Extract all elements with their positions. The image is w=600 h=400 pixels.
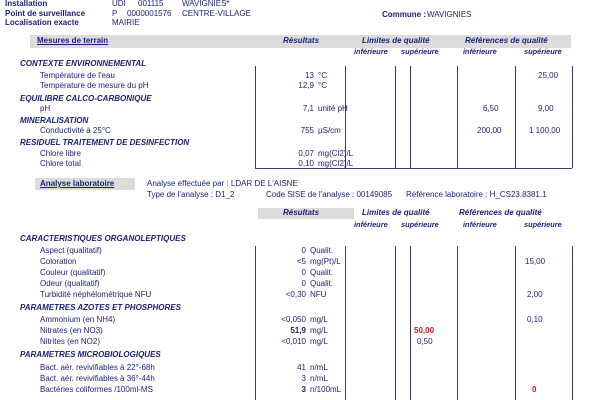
terrain-col-inf: inférieure <box>354 47 388 56</box>
row-label: Bact. aér. revivifiables à 22°-68h <box>40 363 155 372</box>
labo-type: Type de l'analyse : D1_2 <box>147 190 235 199</box>
row-value: 0,10 <box>298 159 314 168</box>
section-heading: PARAMETRES MICROBIOLOGIQUES <box>20 350 161 359</box>
labo-grid-line <box>572 246 573 400</box>
section-heading: CARACTERISTIQUES ORGANOLEPTIQUES <box>20 234 186 243</box>
labo-col-sup: supérieure <box>401 220 439 229</box>
row-label: Chlore total <box>40 159 81 168</box>
row-value: 41 <box>297 363 306 372</box>
labo-col-limits: Limites de qualité <box>362 208 430 217</box>
row-label: Bactéries coliformes /100ml-MS <box>40 385 153 394</box>
row-ref-sup: 25,00 <box>538 71 559 80</box>
row-unit: unité pH <box>318 104 348 113</box>
row-value: 3 <box>301 374 306 383</box>
row-label: Bact. aér. revivifiables à 36°-44h <box>40 374 155 383</box>
row-value: 0 <box>301 246 306 255</box>
row-label: Turbidité néphélométrique NFU <box>40 290 152 299</box>
row-unit: mg(Cl2)/L <box>318 149 354 158</box>
row-value: <5 <box>296 257 306 266</box>
terrain-bottom-line <box>255 168 572 169</box>
terrain-grid-line <box>572 66 573 168</box>
terrain-col-sup: supérieure <box>401 47 439 56</box>
row-value: 51,9 <box>290 326 306 335</box>
row-ref-sup: 15,00 <box>525 257 546 266</box>
section-heading: CONTEXTE ENVIRONNEMENTAL <box>20 59 147 68</box>
terrain-col-ref-sup: supérieure <box>524 47 562 56</box>
row-label: Conductivité à 25°C <box>40 126 111 135</box>
row-unit: n/100mL <box>310 385 342 394</box>
loc-value: MAIRIE <box>112 18 140 27</box>
row-value: 13 <box>305 71 314 80</box>
labo-grid-line <box>457 246 458 400</box>
row-ref-sup: 0 <box>532 385 537 394</box>
udi-number: 001115 <box>138 0 164 8</box>
row-unit: µS/cm <box>318 126 341 135</box>
labo-grid-line <box>410 246 411 400</box>
row-label: Coloration <box>40 257 77 266</box>
terrain-grid-line <box>515 66 516 168</box>
row-value: 3 <box>301 385 306 394</box>
row-value: 7,1 <box>302 104 314 113</box>
labo-col-inf: inférieure <box>354 220 388 229</box>
row-unit: mg(Pt)/L <box>310 257 341 266</box>
section-heading: EQUILIBRE CALCO-CARBONIQUE <box>20 94 152 103</box>
labo-col-refs: Références de qualité <box>459 208 542 217</box>
row-unit: Qualit. <box>310 279 334 288</box>
point-name: CENTRE-VILLAGE <box>182 9 251 18</box>
row-value: <0,30 <box>285 290 306 299</box>
udi-code: UDI <box>112 0 126 8</box>
terrain-col-limits: Limites de qualité <box>362 36 430 45</box>
row-lim-sup: 50,00 <box>414 326 435 335</box>
row-unit: mg/L <box>310 326 328 335</box>
row-unit: Qualit. <box>310 268 334 277</box>
labo-grid-line <box>345 246 346 400</box>
row-ref-sup: 9,00 <box>538 104 554 113</box>
row-ref-sup: 2,00 <box>527 290 543 299</box>
row-value: <0,050 <box>281 315 306 324</box>
row-value: 12,9 <box>298 81 314 90</box>
labo-grid-line <box>395 246 396 400</box>
row-unit: n/mL <box>310 374 328 383</box>
row-ref-inf: 200,00 <box>477 126 502 135</box>
terrain-col-ref-inf: inférieure <box>463 47 497 56</box>
point-code: P <box>112 9 118 18</box>
terrain-grid-line <box>395 66 396 168</box>
row-unit: Qualit. <box>310 246 334 255</box>
row-value: <0,010 <box>281 337 306 346</box>
labo-title: Analyse laboratoire <box>40 179 115 188</box>
commune-value: WAVIGNIES <box>427 10 472 19</box>
section-heading: RESIDUEL TRAITEMENT DE DESINFECTION <box>20 138 190 147</box>
row-ref-sup: 1 100,00 <box>529 126 561 135</box>
row-lim-sup: 0,50 <box>417 337 433 346</box>
row-value: 0,07 <box>298 149 314 158</box>
section-heading: PARAMETRES AZOTES ET PHOSPHORES <box>20 303 181 312</box>
terrain-grid-line <box>457 66 458 168</box>
row-label: Ammonium (en NH4) <box>40 315 116 324</box>
row-label: Couleur (qualitatif) <box>40 268 106 277</box>
row-unit: °C <box>318 81 327 90</box>
loc-label: Localisation exacte <box>5 18 79 27</box>
row-unit: °C <box>318 71 327 80</box>
installation-label: Installation <box>5 0 48 8</box>
row-value: 0 <box>301 268 306 277</box>
row-label: Nitrites (en NO2) <box>40 337 101 346</box>
row-ref-inf: 6,50 <box>483 104 499 113</box>
row-label: Température de mesure du pH <box>40 81 149 90</box>
row-unit: n/mL <box>310 363 328 372</box>
labo-sise: Code SISE de l'analyse : 00149085 <box>266 190 393 199</box>
labo-col-ref-inf: inférieure <box>463 220 497 229</box>
section-heading: MINERALISATION <box>20 116 89 125</box>
row-label: Température de l'eau <box>40 71 115 80</box>
point-number: 0000001576 <box>127 9 172 18</box>
row-unit: mg(Cl2)/L <box>318 159 354 168</box>
labo-lab-ref: Référence laboratoire : H_CS23.8381.1 <box>406 190 547 199</box>
terrain-grid-line <box>410 66 411 168</box>
terrain-title: Mesures de terrain <box>37 36 109 45</box>
row-unit: mg/L <box>310 315 328 324</box>
row-label: pH <box>40 104 51 113</box>
udi-name: WAVIGNIES* <box>182 0 230 8</box>
row-label: Odeur (qualitatif) <box>40 279 100 288</box>
terrain-col-refs: Références de qualité <box>465 36 548 45</box>
row-label: Chlore libre <box>40 149 81 158</box>
row-unit: mg/L <box>310 337 328 346</box>
row-value: 755 <box>300 126 314 135</box>
labo-grid-line <box>515 246 516 400</box>
terrain-col-results: Résultats <box>283 36 320 45</box>
labo-col-results: Résultats <box>283 208 320 217</box>
labo-col-ref-sup: supérieure <box>524 220 562 229</box>
row-ref-sup: 0,10 <box>527 315 543 324</box>
row-unit: NFU <box>310 290 327 299</box>
labo-performed-by: Analyse effectuée par : LDAR DE L'AISNE <box>147 179 298 188</box>
row-label: Nitrates (en NO3) <box>40 326 103 335</box>
point-label: Point de surveillance <box>5 9 86 18</box>
row-value: 0 <box>301 279 306 288</box>
commune-label: Commune : <box>382 10 426 19</box>
row-label: Aspect (qualitatif) <box>40 246 102 255</box>
